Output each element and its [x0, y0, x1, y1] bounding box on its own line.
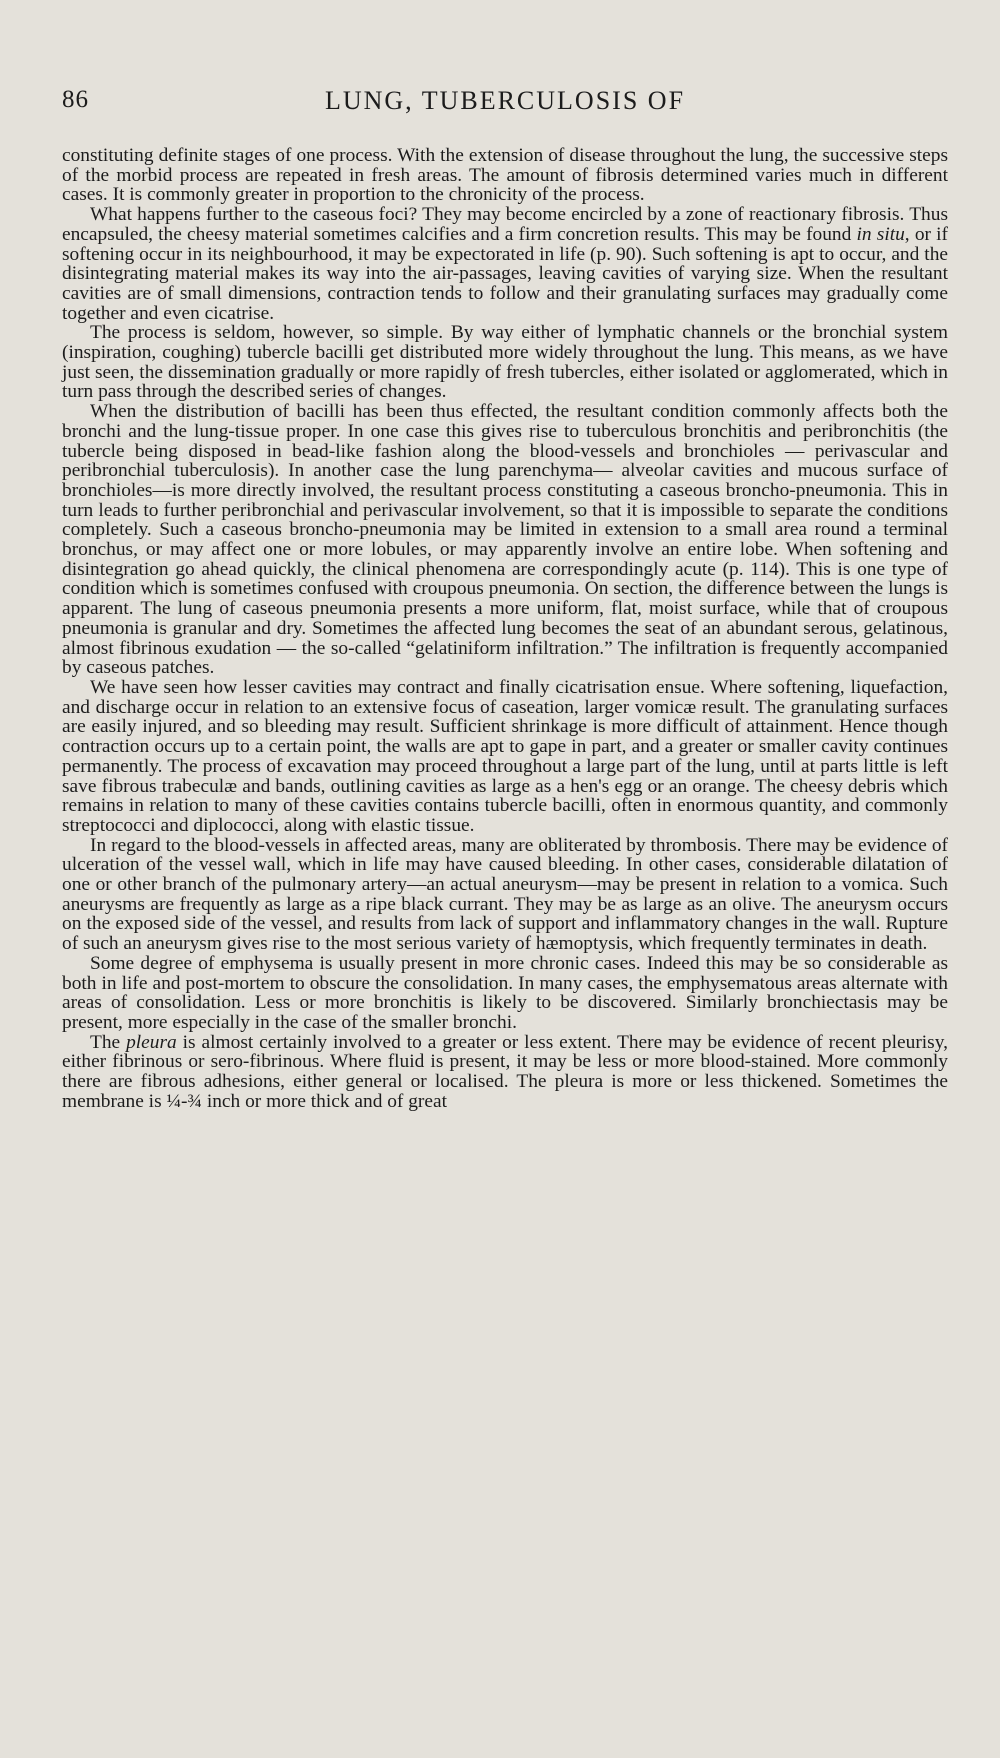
paragraph: Some degree of emphysema is usually present in more chronic cases. Indeed this may be so considerable as both in life and post-mortem to obscure the consolidation. In many cases, the emphysematous areas alternate with areas of consolidation. Less or more bronchitis is likely to be discovered. Similarly bronchiectasis may be present, more especially in the case of the smaller bronchi.	[62, 952, 948, 1033]
body-text	[62, 146, 948, 1111]
page-header	[62, 86, 948, 126]
running-head: LUNG, TUBERCULOSIS OF	[324, 86, 686, 115]
paragraph: We have seen how lesser cavities may contract and finally cicatrisation ensue. Where softening, liquefaction, and discharge occur in relation to an extensive focus of caseation, larger vomicæ result. The granulating surfaces are easily injured, and so bleeding may result. Sufficient shrinkage is more difficult of attainment. Hence though contraction occurs up to a certain point, the walls are apt to gape in part, and a greater or smaller cavity continues permanently. The process of excavation may proceed throughout a large part of the lung, until at parts little is left save fibrous trabeculæ and bands, outlining cavities as large as a hen's egg or an orange. The cheesy debris which remains in relation to many of these cavities contains tubercle bacilli, often in enormous quantity, and commonly streptococci and diplococci, along with elastic tissue.	[62, 676, 948, 836]
italic-word: pleura	[126, 1031, 177, 1053]
page-number: 86	[62, 86, 89, 113]
paragraph-text: The	[90, 1031, 127, 1053]
paragraph: When the distribution of bacilli has been thus effected, the resultant condition commonly affects both the bronchi and the lung-tissue proper. In one case this gives rise to tuberculous bronchitis and peribronchitis (the tubercle being disposed in bead-like fashion along the blood-vessels and bronchioles — perivascular and peribronchial tuberculosis). In another case the lung parenchyma— alveolar cavities and mucous surface of bronchioles—is more directly involved, the resultant process constituting a caseous broncho-pneumonia. This in turn leads to further peribronchial and perivascular involvement, so that it is impossible to separate the conditions completely. Such a caseous broncho-pneumonia may be limited in extension to a small area round a terminal bronchus, or may affect one or more lobules, or may apparently involve an entire lobe. When softening and disintegration go ahead quickly, the clinical phenomena are correspondingly acute (p. 114). This is one type of condition which is sometimes confused with croupous pneumonia. On section, the difference between the lungs is apparent. The lung of caseous pneumonia presents a more uniform, flat, moist surface, while that of croupous pneumonia is granular and dry. Sometimes the affected lung becomes the seat of an abundant serous, gelatinous, almost fibrinous exudation — the so-called “gelatiniform infiltration.” The infiltration is frequently accompanied by caseous patches.	[62, 401, 948, 679]
italic-phrase: in situ	[856, 223, 905, 245]
paragraph: The process is seldom, however, so simple. By way either of lymphatic channels or the bronchial system (inspiration, coughing) tubercle bacilli get distributed more widely throughout the lung. This means, as we have just seen, the dissemination gradually or more rapidly of fresh tubercles, either isolated or agglomerated, which in turn pass through the described series of changes.	[62, 322, 948, 403]
paragraph-text: , or if softening occur in its neighbourhood, it may be expectorated in life (p. 90). Such softening is apt to occur, and the disintegrating material makes its way into the air-passages, leaving cavities of varying size. When the resultant cavities are of small dimensions, contraction tends to follow and their granulating surfaces may gradually come together and even cicatrise.	[62, 223, 948, 324]
paragraph	[62, 1033, 948, 1112]
paragraph	[62, 205, 948, 323]
paragraph-text: is almost certainly involved to a greater or less extent. There may be evidence of recent pleurisy, either fibrinous or sero-fibrinous. Where fluid is present, it may be less or more blood-stained. More commonly there are fibrous adhesions, either general or localised. The pleura is more or less thickened. Sometimes the membrane is ¼-¾ inch or more thick and of great	[62, 1031, 948, 1112]
paragraph: constituting definite stages of one process. With the extension of disease throughout the lung, the successive steps of the morbid process are repeated in fresh areas. The amount of fibrosis determined varies much in different cases. It is commonly greater in proportion to the chronicity of the process.	[62, 145, 948, 206]
paragraph: In regard to the blood-vessels in affected areas, many are obliterated by thrombosis. There may be evidence of ulceration of the vessel wall, which in life may have caused bleeding. In other cases, considerable dilatation of one or other branch of the pulmonary artery—an actual aneurysm—may be present in relation to a vomica. Such aneurysms are frequently as large as a ripe black currant. They may be as large as an olive. The aneurysm occurs on the exposed side of the vessel, and results from lack of support and inflammatory changes in the wall. Rupture of such an aneurysm gives rise to the most serious variety of hæmoptysis, which frequently terminates in death.	[62, 834, 948, 955]
paragraph-text: What happens further to the caseous foci? They may become encircled by a zone of reactionary fibrosis. Thus encapsuled, the cheesy material sometimes calcifies and a firm concretion results. This may be found	[62, 204, 948, 245]
